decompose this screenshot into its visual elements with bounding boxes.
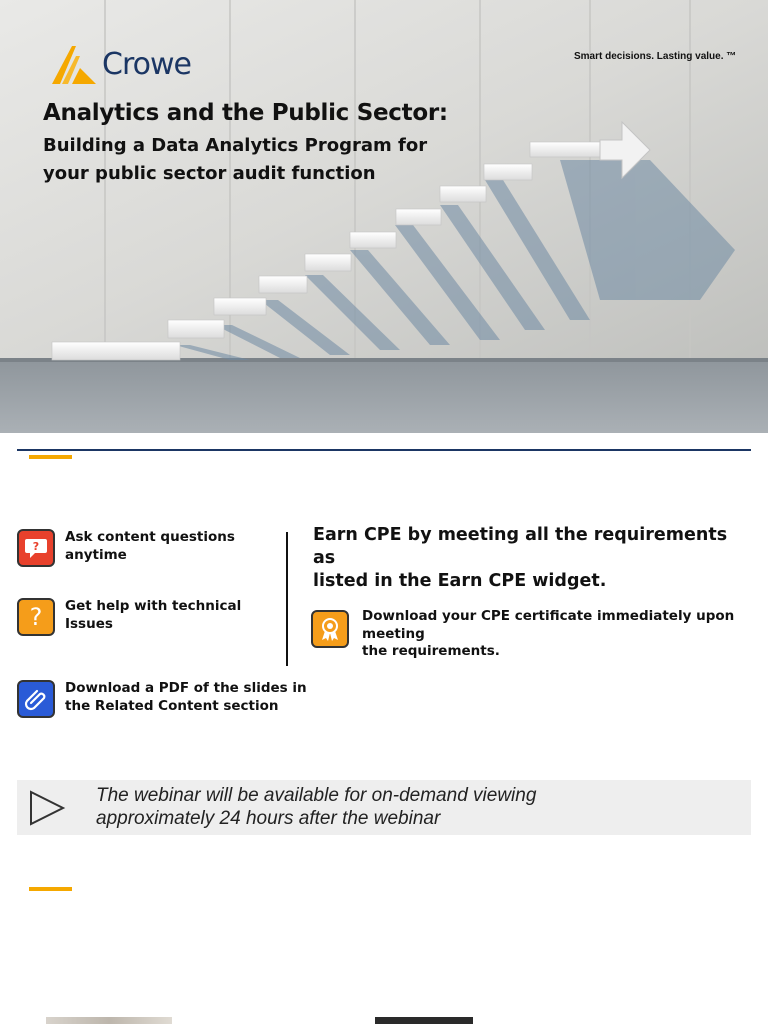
subtitle-line-1: Building a Data Analytics Program for: [43, 135, 428, 156]
info-item-line: Ask content questions: [65, 529, 235, 545]
play-icon[interactable]: [27, 789, 67, 827]
info-item-text: [362, 608, 768, 661]
page-title: Analytics and the Public Sector:: [43, 100, 448, 126]
paperclip-icon: [17, 680, 55, 718]
info-item-line: the requirements.: [362, 643, 500, 659]
info-item-line: Get help with technical: [65, 598, 242, 614]
banner-line: The webinar will be available for on-demand viewing: [96, 785, 537, 806]
info-item-line: Download a PDF of the slides in: [65, 680, 307, 696]
on-demand-banner: [17, 780, 751, 835]
info-item-download-pdf[interactable]: [17, 680, 307, 718]
info-item-line: Download your CPE certificate immediately upon meeting: [362, 608, 735, 642]
info-item-line: Issues: [65, 615, 113, 632]
cpe-heading: [313, 524, 733, 593]
info-item-ask-questions[interactable]: [17, 529, 235, 567]
banner-line: approximately 24 hours after the webinar: [96, 808, 441, 829]
question-mark-icon: ?: [17, 598, 55, 636]
chat-question-icon: [17, 529, 55, 567]
award-ribbon-icon: [311, 610, 349, 648]
cpe-heading-line: Earn CPE by meeting all the requirements as: [313, 525, 728, 568]
page-subtitle: [43, 132, 443, 188]
svg-text:?: ?: [32, 540, 40, 553]
info-item-cpe-certificate[interactable]: [311, 610, 768, 661]
info-item-text: [65, 680, 307, 715]
crowe-logo-mark-icon: [50, 44, 96, 84]
accent-bar-bottom: [29, 887, 72, 891]
info-item-text: [65, 598, 241, 633]
cpe-heading-line: listed in the Earn CPE widget.: [313, 571, 607, 591]
info-item-technical-help[interactable]: [17, 598, 241, 636]
info-item-line: the Related Content section: [65, 697, 279, 714]
info-item-line: anytime: [65, 546, 127, 563]
hero-banner: [0, 0, 768, 433]
subtitle-line-2: your public sector audit function: [43, 163, 376, 184]
crowe-logo: [50, 44, 191, 84]
column-divider: [286, 532, 288, 666]
info-item-text: [65, 529, 235, 564]
banner-text: [96, 784, 656, 830]
tagline: Smart decisions. Lasting value. ™: [574, 51, 737, 62]
accent-bar-top: [29, 455, 72, 459]
logo-wordmark: Crowe: [102, 46, 191, 82]
speaker-photo-2: [375, 1017, 473, 1024]
section-divider: [17, 449, 751, 451]
speaker-photo-1: [46, 1017, 172, 1024]
